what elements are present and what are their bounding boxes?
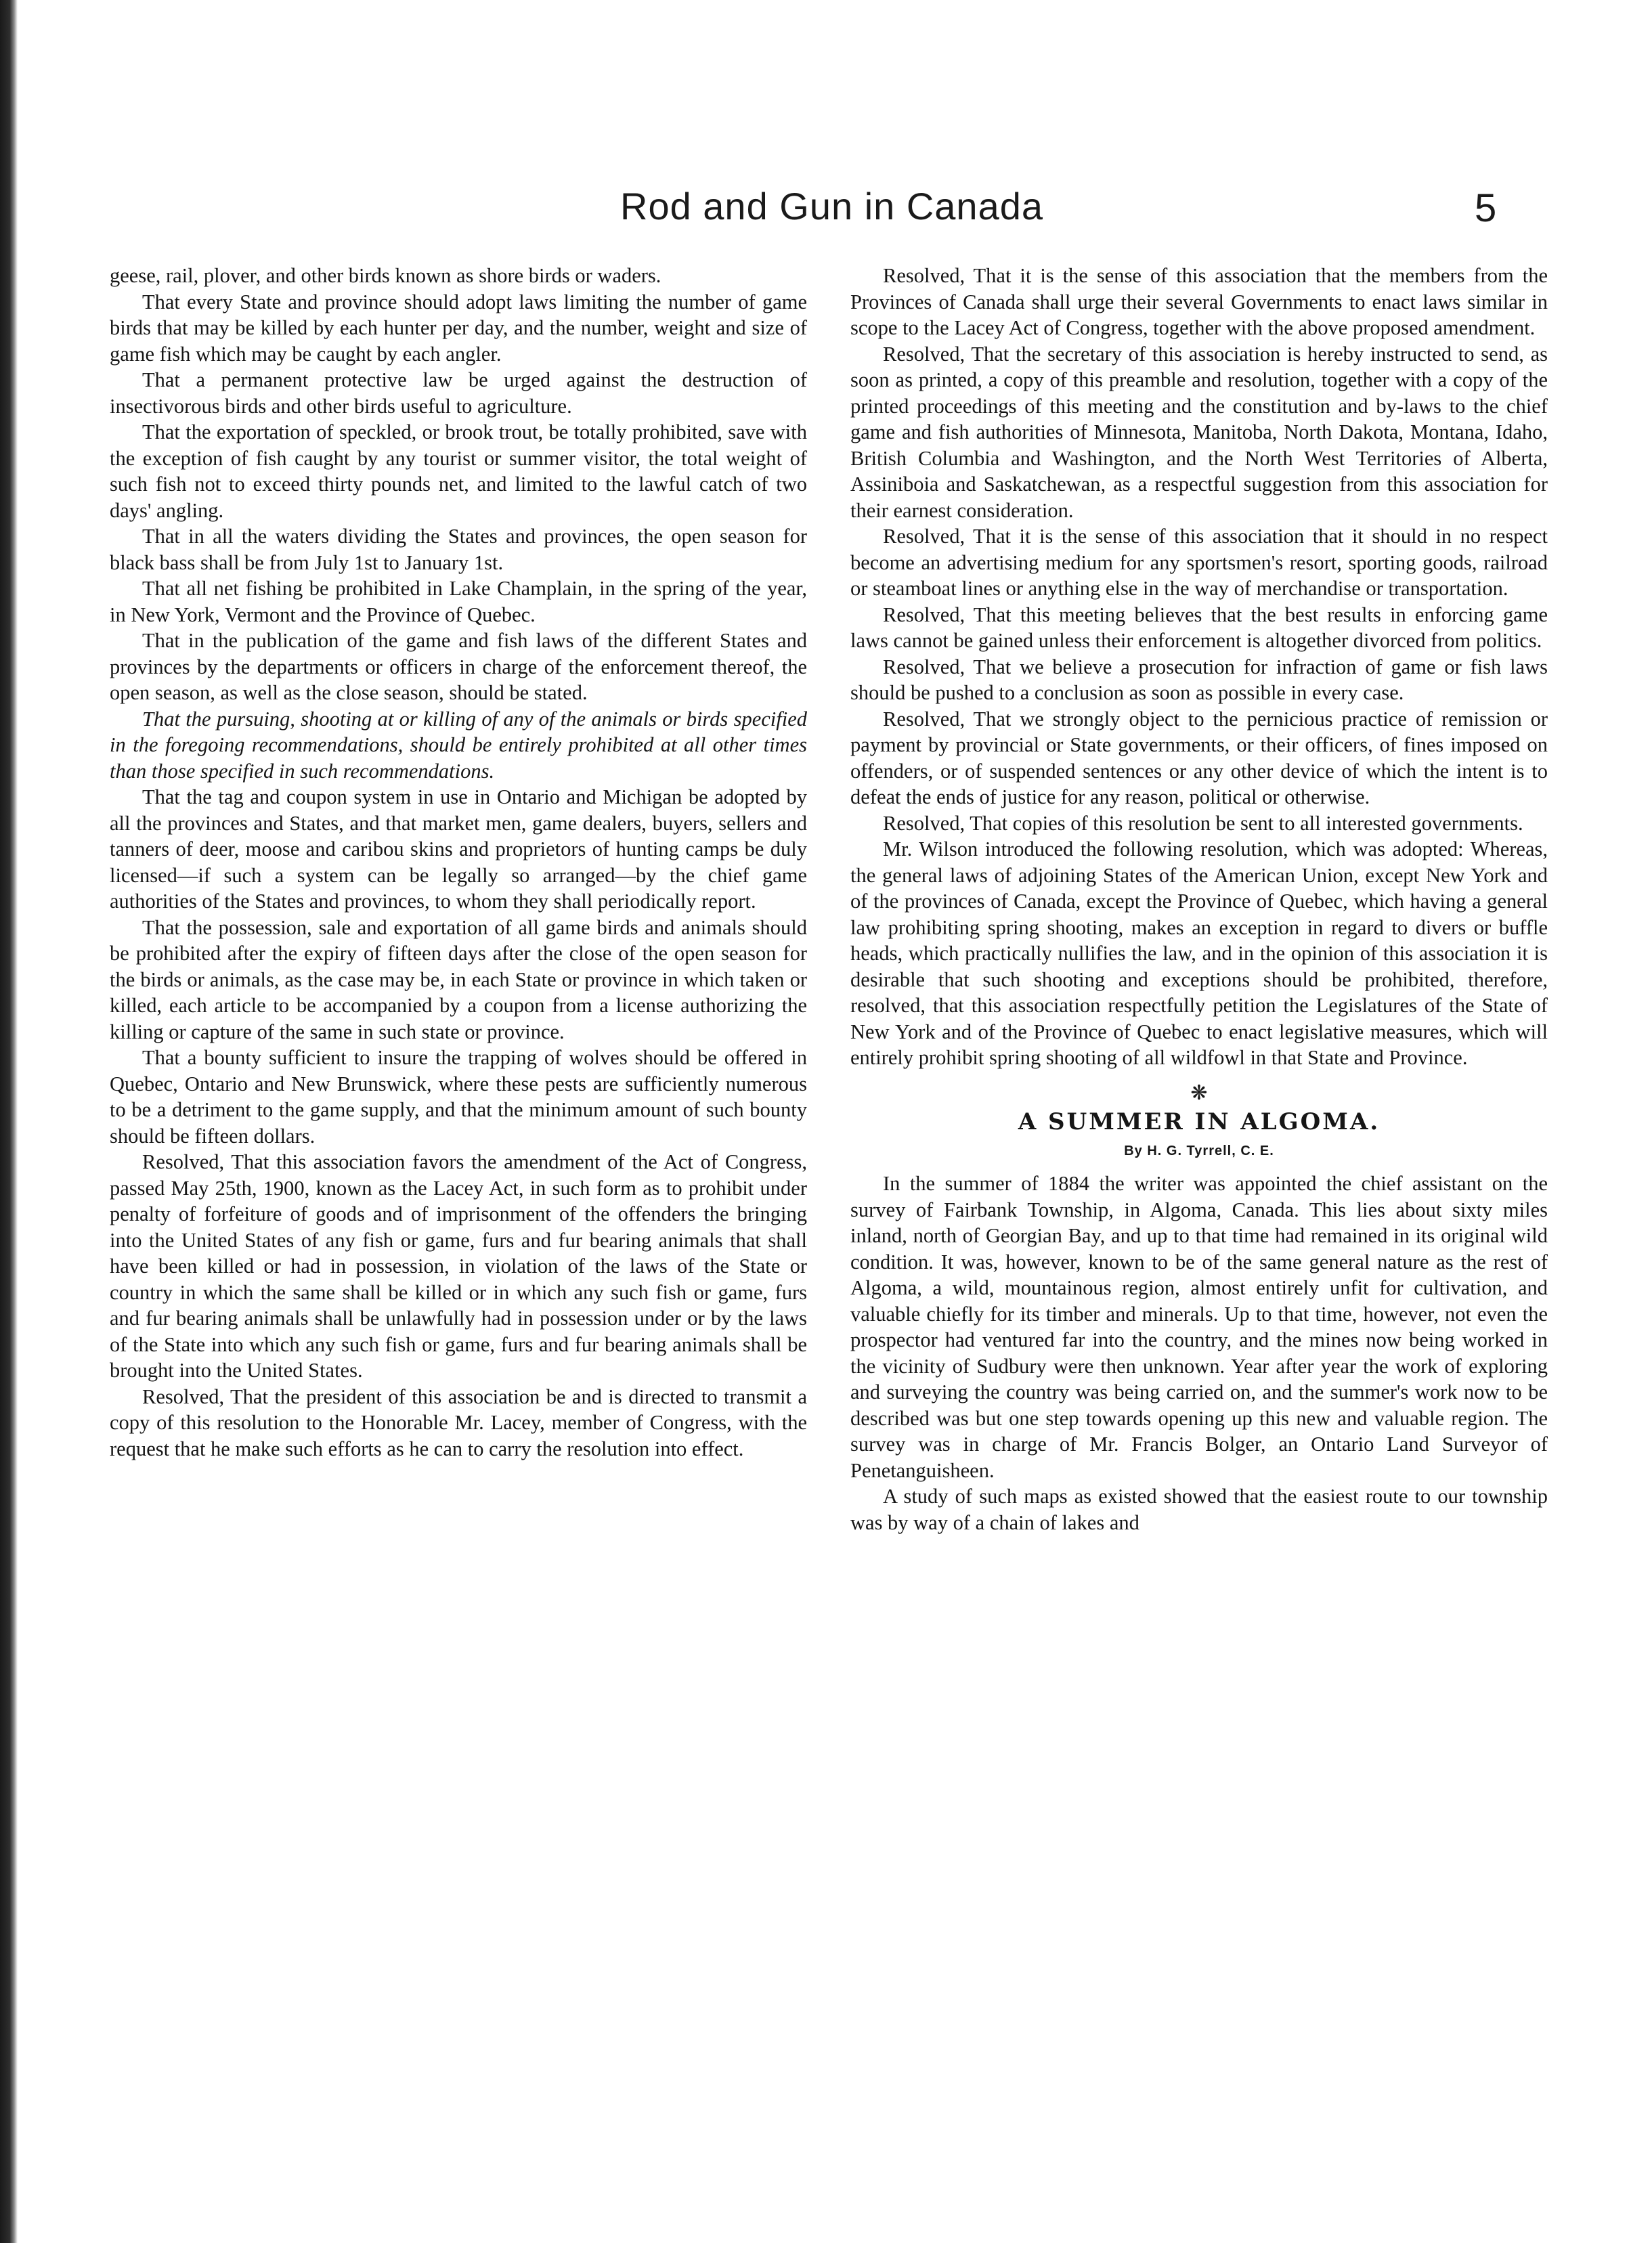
paragraph: Mr. Wilson introduced the following resolution, which was adopted: Whereas, the general laws of adjoining States of the American Union, except New York and of the provinces of Canada, except the Province of Quebec, which having a general law prohibiting spring shooting, makes an exception in regard to divers or buffle heads, which practically nullifies the law, and in the opinion of this association it is desirable that such shooting and exceptions should be prohibited, therefore, resolved, that this association respectfully petition the Legislatures of the State of New York and of the Province of Quebec to enact legislative measures, which will entirely prohibit spring shooting of all wildfowl in that State and Province.	[850, 837, 1548, 1069]
running-title: Rod and Gun in Canada	[620, 185, 1043, 227]
paragraph: Resolved, That the president of this association be and is directed to transmit a copy of this resolution to the Honorable Mr. Lacey, member of Congress, with the request that he make such efforts as he can to carry the resolution into effect.	[110, 1385, 807, 1460]
paragraph: In the summer of 1884 the writer was appointed the chief assistant on the survey of Fairbank Township, in Algoma, Canada. This lies about sixty miles inland, north of Georgian Bay, and up to that time had remained in its original wild condition. It was, however, known to be of the same general nature as the rest of Algoma, a wild, mountainous region, almost entirely unfit for cultivation, and valuable chiefly for its timber and minerals. Up to that time, however, not even the prospector had ventured far into the country, and the mines now being worked in the vicinity of Sudbury were then unknown. Year after year the work of exploring and surveying the country was being carried on, and the summer's work now to be described was but one step towards opening up this new and valuable region. The survey was in charge of Mr. Francis Bolger, an Ontario Land Surveyor of Penetanguisheen.	[850, 1172, 1548, 1482]
paragraph: Resolved, That copies of this resolution be sent to all interested governments.	[883, 811, 1523, 835]
paragraph: That a permanent protective law be urged against the destruction of insectivorous birds and other birds useful to agriculture.	[110, 368, 807, 418]
paragraph: That the exportation of speckled, or brook trout, be totally prohibited, save with the exception of fish caught by any tourist or summer visitor, the total weight of such fish not to exceed thirty pounds net, and limited to the lawful catch of two days' angling.	[110, 420, 807, 522]
paragraph: Resolved, That it is the sense of this association that it should in no respect become an advertising medium for any sportsmen's resort, sporting goods, railroad or steamboat lines or anything else in the way of merchandise or transportation.	[850, 525, 1548, 600]
paragraph: Resolved, That we strongly object to the pernicious practice of remission or payment by provincial or State governments, or their officers, of fines imposed on offenders, or of suspended sentences or any other device of which the intent is to defeat the ends of justice for any reason, political or otherwise.	[850, 707, 1548, 808]
paragraph: Resolved, That this association favors the amendment of the Act of Congress, passed May 25th, 1900, known as the Lacey Act, in such form as to prohibit under penalty of forfeiture of goods and of imprisonment of the offenders the bringing into the United States of any fish or game, furs and fur bearing animals that shall have been killed or had in possession, in violation of the laws of the State or country in which the same shall be killed or in which any such fish or game, furs and fur bearing animals shall be unlawfully had in possession under or by the laws of the State into which any such fish or game, furs and fur bearing animals shall be brought into the United States.	[110, 1150, 807, 1382]
page-binding-edge	[0, 0, 18, 2243]
paragraph: A study of such maps as existed showed that the easiest route to our township was by way of a chain of lakes and	[850, 1485, 1548, 1534]
section-separator: ❋	[1190, 1081, 1208, 1104]
paragraph: That the tag and coupon system in use in Ontario and Michigan be adopted by all the provinces and States, and that market men, game dealers, buyers, sellers and tanners of deer, moose and caribou skins and proprietors of hunting camps be duly licensed—if such a system can be legally so arranged—by the chief game authorities of the States and provinces, to whom they shall periodically report.	[110, 785, 807, 913]
paragraph: That every State and province should adopt laws limiting the number of game birds that may be killed by each hunter per day, and the number, weight and size of game fish which may be caught by each angler.	[110, 290, 807, 366]
paragraph: That in the publication of the game and fish laws of the different States and provinces by the departments or officers in charge of the enforcement thereof, the open season, as well as the close season, should be stated.	[110, 629, 807, 704]
article-title: A SUMMER IN ALGOMA.	[1018, 1108, 1381, 1135]
paragraph: That all net fishing be prohibited in Lake Champlain, in the spring of the year, in New York, Vermont and the Province of Quebec.	[110, 577, 807, 626]
article-byline: By H. G. Tyrrell, C. E.	[1124, 1143, 1274, 1158]
left-column	[110, 263, 807, 1462]
paragraph: Resolved, That this meeting believes that the best results in enforcing game laws cannot be gained unless their enforcement is altogether divorced from politics.	[850, 603, 1548, 652]
paragraph: That in all the waters dividing the States and provinces, the open season for black bass shall be from July 1st to January 1st.	[110, 525, 807, 574]
paragraph: Resolved, That the secretary of this association is hereby instructed to send, as soon as printed, a copy of this preamble and resolution, together with a copy of the printed proceedings of this meeting and the constitution and by-laws to the chief game and fish authorities of Minnesota, Manitoba, North Dakota, Montana, Idaho, British Columbia and Washington, and the North West Territories of Alberta, Assiniboia and Saskatchewan, as a respectful suggestion from this association for their earnest consideration.	[850, 342, 1548, 522]
paragraph: geese, rail, plover, and other birds known as shore birds or waders.	[110, 264, 661, 287]
paragraph: That the possession, sale and exportation of all game birds and animals should be prohibited after the expiry of fifteen days after the close of the open season for the birds or animals, as the case may be, in each State or province in which taken or killed, each article to be accompanied by a coupon from a license authorizing the killing or capture of the same in such state or province.	[110, 915, 807, 1043]
paragraph: Resolved, That it is the sense of this association that the members from the Provinces of Canada shall urge their several Governments to enact laws similar in scope to the Lacey Act of Congress, together with the above proposed amendment.	[850, 264, 1548, 339]
right-column	[850, 263, 1548, 1536]
paragraph-italic	[110, 706, 807, 785]
paragraph: Resolved, That we believe a prosecution for infraction of game or fish laws should be pushed to a conclusion as soon as possible in every case.	[850, 655, 1548, 704]
page-number: 5	[1475, 186, 1497, 230]
italic-text: That the pursuing, shooting at or killing of any of the animals or birds specified in the foregoing recommendations, should be entirely prohibited at all other times than those specified in such recommendations.	[110, 707, 807, 783]
paragraph: That a bounty sufficient to insure the trapping of wolves should be offered in Quebec, Ontario and New Brunswick, where these pests are sufficiently numerous to be a detriment to the game supply, and that the minimum amount of such bounty should be fifteen dollars.	[110, 1046, 807, 1148]
